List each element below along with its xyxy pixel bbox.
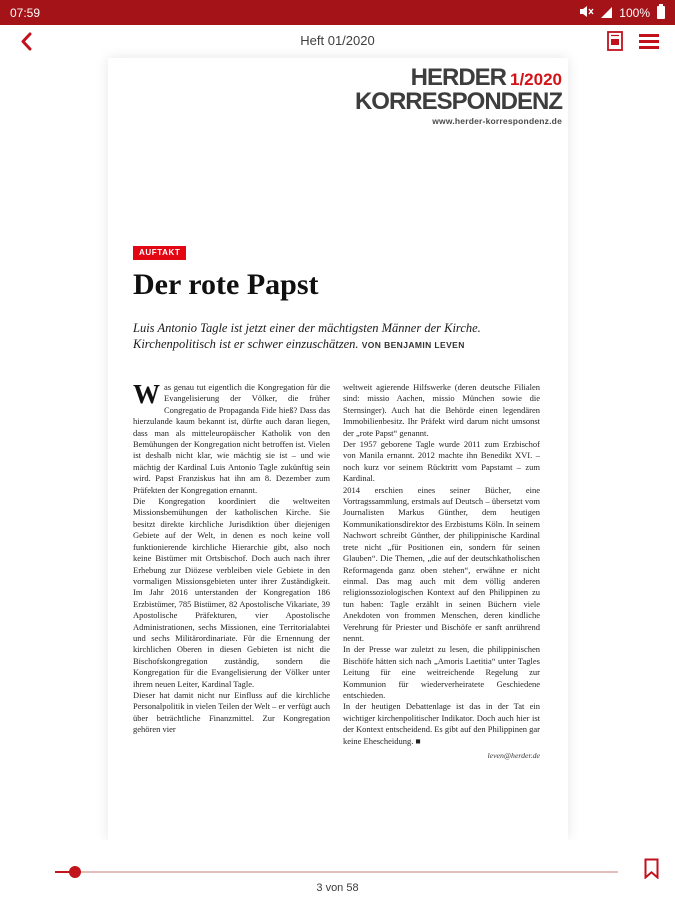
article-headline: Der rote Papst	[133, 268, 319, 301]
logo-name-top: HERDER	[410, 64, 506, 91]
paragraph: weltweit agierende Hilfswerke (deren deutsche Filialen sind: missio Aachen, missio München sowie die Sternsinger). Auch hat die Behörde einen legendären Immobilienbesitz. Ihr Präfekt wird darum nicht umsonst der „rote Papst“ genannt.	[343, 382, 540, 438]
author-email: leven@herder.de	[487, 751, 540, 760]
dropcap: W	[133, 379, 160, 409]
paragraph: Dieser hat damit nicht nur Einfluss auf die kirchliche Personalpolitik in vielen Teilen der Welt – er verfügt auch über beträchtliche Finanzmittel. Zur Kongregation gehören vier	[133, 689, 330, 735]
article-standfirst	[133, 320, 541, 353]
slider-thumb[interactable]	[69, 866, 81, 878]
logo-issue: 1/2020	[510, 70, 562, 89]
logo-name-bottom: KORRESPONDENZ	[354, 87, 562, 115]
article-column-2	[343, 382, 540, 761]
standfirst-text: Luis Antonio Tagle ist jetzt einer der mächtigsten Männer der Kirche. Kirchenpolitisch ist er schwer einzuschätzen.	[133, 321, 481, 351]
status-bar	[0, 0, 675, 25]
magazine-logo	[355, 66, 562, 126]
paragraph: In der heutigen Debattenlage ist das in der Tat ein wichtiger kirchenpolitischer Indikator. Doch auch hier ist der Kontext entscheidend. Es gibt auf den Philippinen gar keine Ehescheidung. ■	[343, 701, 540, 746]
paragraph: In der Presse war zuletzt zu lesen, die philippinischen Bischöfe hätten sich nach „Amoris Laetitia“ unter Tagles Leitung für eine weitreichende Regelung zur Kommunion für wiederverheiratete Geschiedene entschieden.	[343, 644, 540, 700]
toolbar	[0, 25, 675, 58]
paragraph: Der 1957 geborene Tagle wurde 2011 zum Erzbischof von Manila ernannt. 2012 machte ihn Benedikt XVI. – noch kurz vor seinem Rücktritt vom Papstamt – zum Kardinal.	[343, 439, 540, 484]
reader-footer	[0, 840, 675, 900]
page-viewport[interactable]	[0, 58, 675, 840]
paragraph: Die Kongregation koordiniert die weltweiten Missionsbemühungen der katholischen Kirche. Sie besitzt direkte kirchliche Jurisdiktion über diejenigen Gebiete auf der Welt, in denen es noch keine voll funktionierende kirchliche Hierarchie gibt, also noch keine Bistümer mit Ortsbischof. Doch auch nach ihrer Erhebung zur Diözese verbleiben viele Gebiete in den vormaligen Missionsgebieten unter ihrer Zuständigkeit. Im Jahr 2016 unterstanden der Kongregation 186 Erzbistümer, 785 Bistümer, 82 Apostolische Vikariate, 39 Apostolische Präfekturen, vier Apostolische Administrationen, sechs Missionen, eine Territorialabtei und sechs Militärordinariate. Für die Ernennung der kirchlichen Oberen in diesen Gebieten ist nicht die Bischofskongregation zuständig, sondern die Kongregation für die Evangelisierung der Völker unter ihrem neuen Leiter, Kardinal Tagle.	[133, 496, 330, 689]
mute-icon	[580, 5, 594, 21]
article-body	[133, 379, 541, 761]
logo-website: www.herder-korrespondenz.de	[432, 116, 562, 127]
magazine-page	[108, 58, 568, 840]
pdf-view-button[interactable]	[607, 31, 623, 56]
bookmark-button[interactable]	[643, 858, 660, 884]
paragraph: 2014 erschien eines seiner Bücher, eine Vortragssammlung, erstmals auf Deutsch – übersetzt vom Journalisten Markus Günther, dem heutigen Kommunikationsdirektor des Erzbistums Köln. In seinem Nachwort schreibt Günther, der philippinische Kardinal trete nicht „für Positionen ein, sondern für seinen Glauben“. Die Themen, „die auf der deutschkatholischen Reformagenda ganz oben stehen“, erwähne er nicht einmal. Das mag auch mit dem völlig anderen religionssoziologischen Kontext auf den Philippinen zu tun haben: Tagle erzählt in seinen Büchern viele Anekdoten von frommen Menschen, deren kindliche Verehrung für Priester und Bischöfe er sanft anrührend nennt.	[343, 484, 540, 643]
clock: 07:59	[10, 5, 41, 20]
toolbar-title: Heft 01/2020	[300, 33, 375, 48]
signal-icon	[601, 7, 612, 18]
battery-percent: 100%	[619, 5, 650, 20]
menu-button[interactable]	[639, 34, 659, 52]
battery-icon	[657, 6, 665, 19]
article-byline: VON BENJAMIN LEVEN	[361, 340, 465, 350]
page-indicator: 3 von 58	[316, 882, 359, 894]
article-column-1	[133, 379, 330, 761]
slider-track[interactable]	[55, 871, 618, 873]
paragraph: Was genau tut eigentlich die Kongregation für die Evangelisierung der Völker, die früher Congregatio de Propaganda Fide hieß? Dass das hierzulande kaum bekannt ist, dürfte auch daran liegen, dass man als mitteleuropäischer Katholik von den Bemühungen der Kongregation nicht betroffen ist. Vielen ist deshalb nicht klar, wie mächtig sie ist – und wie mächtig der Kardinal Luis Antonio Tagle zukünftig sein wird. Papst Franziskus hat ihn am 8. Dezember zum Präfekten der Kongregation ernannt.	[133, 379, 330, 495]
section-kicker: AUFTAKT	[133, 246, 186, 260]
page-slider[interactable]	[55, 866, 618, 878]
